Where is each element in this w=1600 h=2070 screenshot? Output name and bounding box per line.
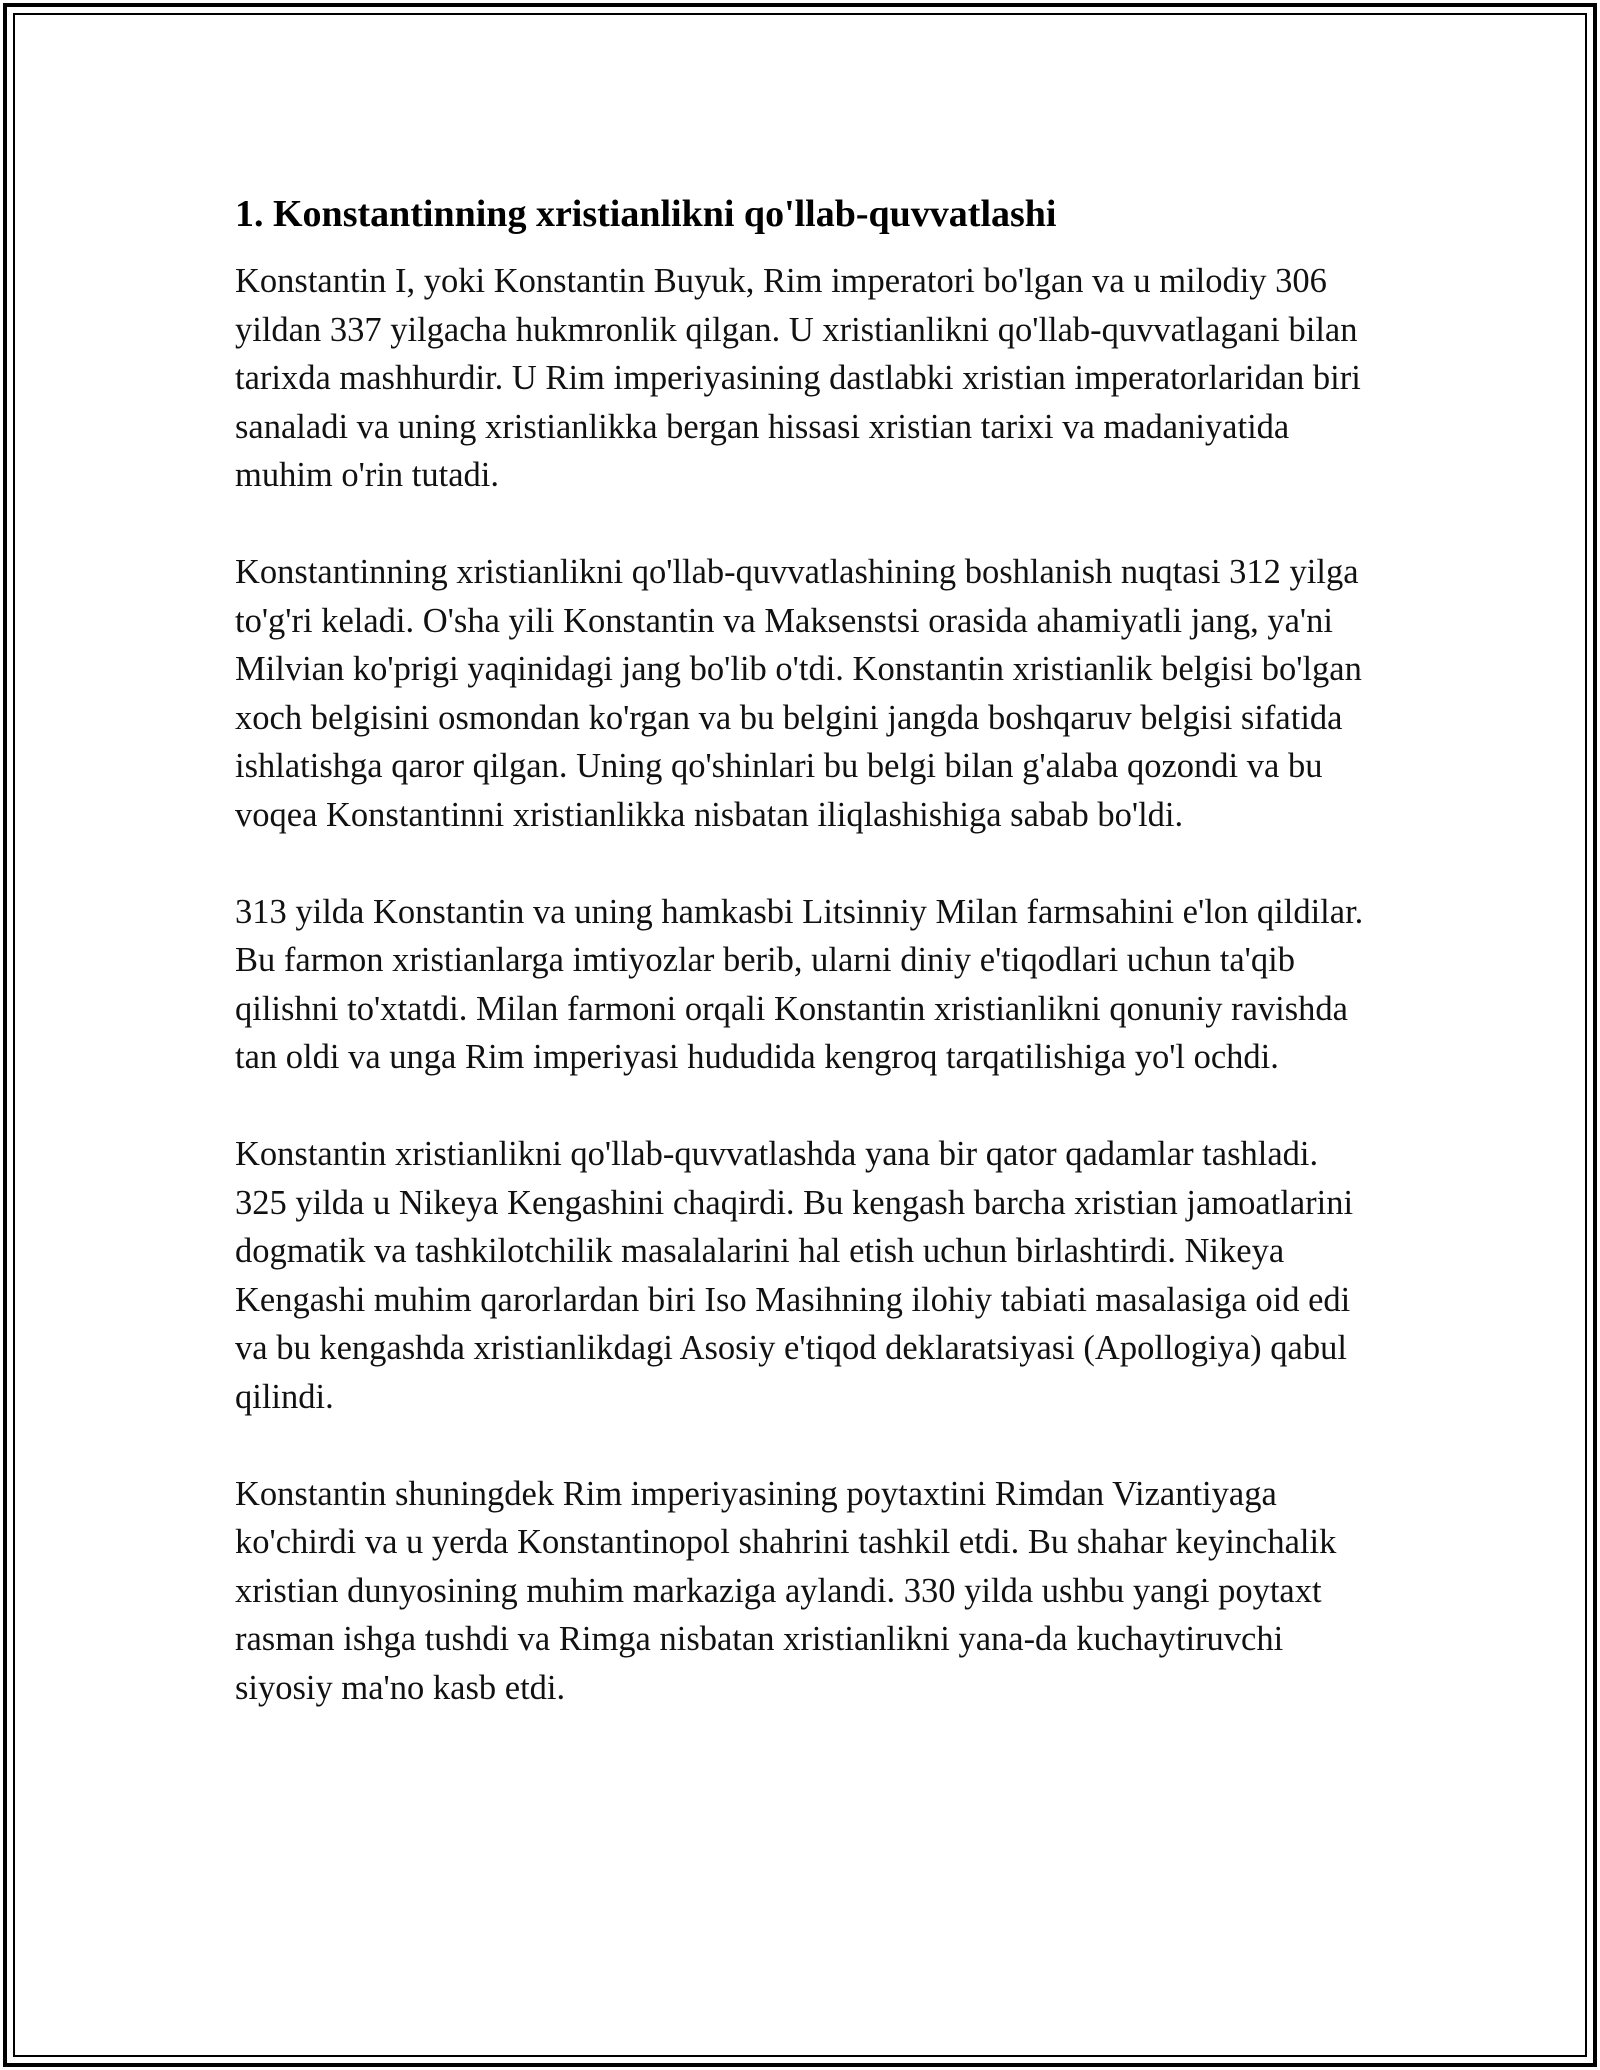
paragraph-2: Konstantinning xristianlikni qo'llab-quvvatlashining boshlanish nuqtasi 312 yilga to'g'ri keladi. O'sha yili Konstantin va Maksenstsi orasida ahamiyatli jang, ya'ni Milvian ko'prigi yaqinidagi jang bo'lib o'tdi. Konstantin xristianlik belgisi bo'lgan xoch belgisini osmondan ko'rgan va bu belgini jangda boshqaruv belgisi sifatida ishlatishga qaror qilgan. Uning qo'shinlari bu belgi bilan g'alaba qozondi va bu voqea Konstantinni xristianlikka nisbatan iliqlashishiga sabab bo'ldi. bbox=[235, 553, 1362, 834]
paragraph-1: Konstantin I, yoki Konstantin Buyuk, Rim imperatori bo'lgan va u milodiy 306 yildan 337 yilgacha hukmronlik qilgan. U xristianlikni qo'llab-quvvatlagani bilan tarixda mashhurdir. U Rim imperiyasining dastlabki xristian imperatorlaridan biri sanaladi va uning xristianlikka bergan hissasi xristian tarixi va madaniyatida muhim o'rin tutadi. bbox=[235, 262, 1361, 494]
section-heading: 1. Konstantinning xristianlikni qo'llab-quvvatlashi bbox=[235, 193, 1057, 235]
paragraph-3: 313 yilda Konstantin va uning hamkasbi Litsinniy Milan farmsahini e'lon qildilar. Bu farmon xristianlarga imtiyozlar berib, ularni diniy e'tiqodlari uchun ta'qib qilishni to'xtatdi. Milan farmoni orqali Konstantin xristianlikni qonuniy ravishda tan oldi va unga Rim imperiyasi hududida kengroq tarqatilishiga yo'l ochdi. bbox=[235, 892, 1364, 1076]
document-body bbox=[235, 185, 1375, 1761]
paragraph-5: Konstantin shuningdek Rim imperiyasining poytaxtini Rimdan Vizantiyaga ko'chirdi va u yerda Konstantinopol shahrini tashkil etdi. Bu shahar keyinchalik xristian dunyosining muhim markaziga aylandi. 330 yilda ushbu yangi poytaxt rasman ishga tushdi va Rimga nisbatan xristianlikni yana-da kuchaytiruvchi siyosiy ma'no kasb etdi. bbox=[235, 1474, 1337, 1707]
paragraph-4: Konstantin xristianlikni qo'llab-quvvatlashda yana bir qator qadamlar tashladi. 325 yilda u Nikeya Kengashini chaqirdi. Bu kengash barcha xristian jamoatlarini dogmatik va tashkilotchilik masalalarini hal etish uchun birlashtirdi. Nikeya Kengashi muhim qarorlardan biri Iso Masihning ilohiy tabiati masalasiga oid edi va bu kengashda xristianlikdagi Asosiy e'tiqod deklaratsiyasi (Apollogiya) qabul qilindi. bbox=[235, 1135, 1354, 1416]
